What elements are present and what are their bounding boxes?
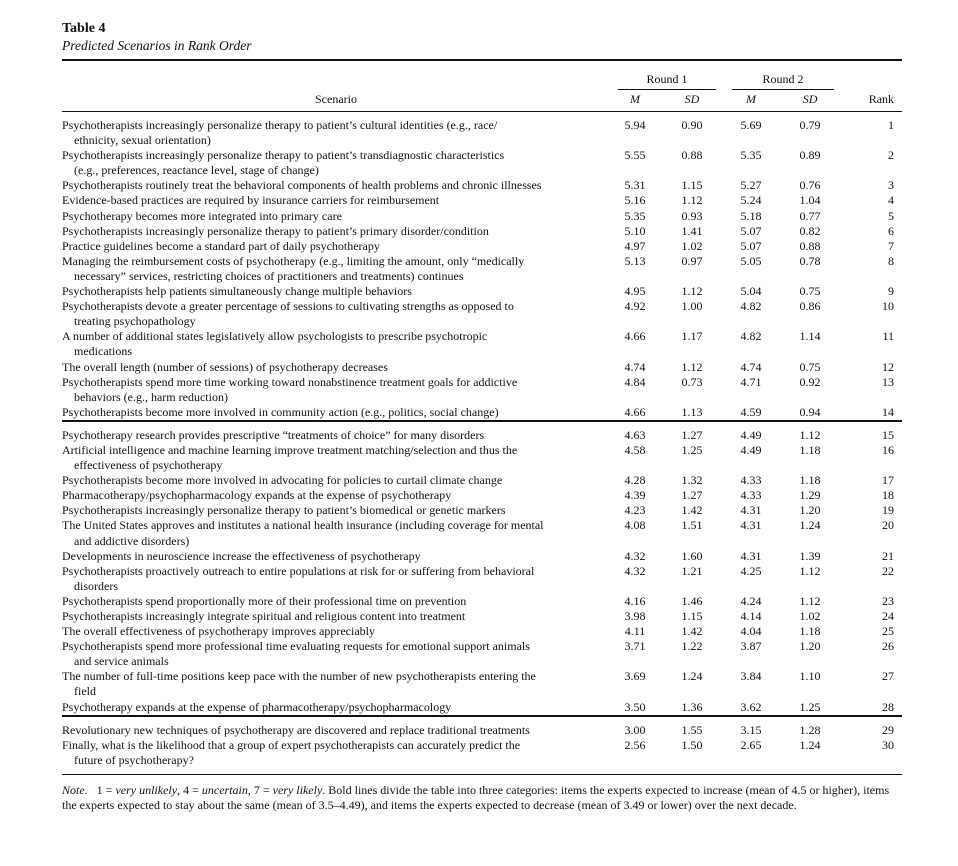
rank-cell: 22	[882, 563, 895, 578]
round1-mean-cell: 4.32	[624, 563, 646, 578]
table-row	[62, 112, 902, 149]
table-row	[62, 564, 902, 594]
scenario-cell	[62, 518, 610, 548]
round2-sd-cell: 0.86	[799, 299, 821, 314]
round1-mean-cell: 4.11	[624, 624, 646, 639]
scenario-text: Artificial intelligence and machine learning improve treatment matching/selection and thus the	[62, 442, 518, 457]
scenario-cell	[62, 178, 610, 193]
rank-cell: 5	[888, 208, 895, 223]
scenario-text: Practice guidelines become a standard part of daily psychotherapy	[62, 238, 380, 253]
scenario-cell	[62, 299, 610, 329]
round2-sd-cell: 0.75	[799, 359, 821, 374]
round1-sd-cell: 1.42	[681, 503, 703, 518]
scenario-text: Psychotherapy expands at the expense of pharmacotherapy/psychopharmacology	[62, 699, 452, 714]
round1-mean-cell: 4.39	[624, 488, 646, 503]
scenario-cell	[62, 405, 610, 421]
scenario-text: Developments in neuroscience increase the effectiveness of psychotherapy	[62, 548, 421, 563]
round1-sd-cell: 0.73	[681, 374, 703, 389]
round2-mean-cell: 4.59	[740, 404, 762, 419]
round2-mean-cell: 4.49	[740, 442, 762, 457]
table-row	[62, 594, 902, 609]
rank-cell: 25	[882, 624, 895, 639]
round1-mean-cell: 4.92	[624, 299, 646, 314]
round1-mean-cell: 5.31	[624, 178, 646, 193]
rank-cell: 26	[882, 639, 895, 654]
round1-sd-cell: 1.17	[681, 329, 703, 344]
round2-sd-cell: 1.18	[799, 442, 821, 457]
round1-mean-cell: 3.71	[624, 639, 646, 654]
scenario-cell	[62, 564, 610, 594]
scenario-text-continued: behaviors (e.g., harm reduction)	[74, 389, 228, 404]
scenario-cell	[62, 669, 610, 699]
round1-mean-cell: 5.13	[624, 253, 646, 268]
round1-mean-cell: 3.69	[624, 669, 646, 684]
scenario-cell	[62, 639, 610, 669]
round2-sd-cell: 0.76	[799, 178, 821, 193]
table-row	[62, 609, 902, 624]
rank-cell: 29	[842, 716, 902, 738]
table-body	[62, 112, 902, 768]
table-row	[62, 193, 902, 208]
round1-sd-cell: 1.24	[681, 669, 703, 684]
scenario-cell	[62, 224, 610, 239]
round2-sd-cell: 1.12	[799, 593, 821, 608]
rank-cell: 19	[882, 503, 895, 518]
table-row	[62, 549, 902, 564]
round1-sd-cell: 1.42	[681, 624, 703, 639]
round2-sd-header: SD	[778, 90, 842, 112]
table-row	[62, 503, 902, 518]
table-row	[62, 224, 902, 239]
scenario-cell	[62, 193, 610, 208]
table-title: Predicted Scenarios in Rank Order	[62, 38, 252, 53]
round2-mean-cell: 4.31	[740, 503, 762, 518]
table-row	[62, 716, 902, 738]
round2-mean-cell: 4.74	[740, 359, 762, 374]
round2-sd-cell: 1.24	[799, 518, 821, 533]
round1-mean-cell: 5.16	[624, 193, 646, 208]
scenario-text: The number of full-time positions keep pace with the number of new psychotherapists entering the	[62, 669, 536, 684]
scenario-text-continued: (e.g., preferences, reactance level, stage of change)	[74, 163, 319, 178]
round2-mean-cell: 4.24	[740, 593, 762, 608]
scenario-text: Finally, what is the likelihood that a group of expert psychotherapists can accurately predict the	[62, 737, 521, 752]
rank-cell: 15	[842, 421, 902, 443]
rank-cell: 20	[882, 518, 895, 533]
table-row	[62, 209, 902, 224]
scenario-text: Psychotherapists spend more professional time evaluating requests for emotional support animals	[62, 639, 530, 654]
scenario-text: Psychotherapy becomes more integrated into primary care	[62, 208, 342, 223]
round1-mean-cell: 4.66	[624, 329, 646, 344]
rank-cell: 30	[882, 737, 895, 752]
round2-mean-cell: 5.04	[740, 284, 762, 299]
round1-mean-cell: 4.97	[624, 238, 646, 253]
round2-mean-cell: 4.71	[740, 374, 762, 389]
scenario-cell	[62, 738, 610, 768]
table-row	[62, 421, 902, 443]
scenario-cell	[62, 473, 610, 488]
round2-sd-cell: 1.12	[778, 421, 842, 443]
round1-sd-cell: 1.13	[681, 404, 703, 419]
table-row	[62, 148, 902, 178]
rank-column-header: Rank	[842, 90, 902, 112]
scenario-text: Psychotherapists routinely treat the behavioral components of health problems and chronic illnesses	[62, 178, 542, 193]
rank-cell: 21	[882, 548, 895, 563]
round2-mean-cell: 4.33	[740, 488, 762, 503]
table-row	[62, 360, 902, 375]
round1-mean-cell: 5.35	[624, 208, 646, 223]
rank-cell: 28	[882, 699, 895, 714]
scenario-cell	[62, 209, 610, 224]
scenario-text: Psychotherapists become more involved in advocating for policies to curtail climate change	[62, 473, 503, 488]
round2-sd-cell: 1.24	[799, 737, 821, 752]
round2-header: Round 2	[724, 60, 842, 90]
round2-mean-cell: 3.62	[740, 699, 762, 714]
note-label: Note.	[62, 782, 88, 797]
round2-mean-cell: 4.14	[740, 609, 762, 623]
table-row	[62, 669, 902, 699]
table-row	[62, 178, 902, 193]
scenario-cell	[62, 716, 610, 738]
round2-mean-cell: 4.31	[740, 518, 762, 533]
round2-sd-cell: 1.20	[799, 639, 821, 654]
round1-sd-cell: 1.22	[681, 639, 703, 654]
table-row	[62, 329, 902, 359]
round1-sd-cell: 1.46	[681, 593, 703, 608]
round2-sd-cell: 1.29	[799, 488, 821, 503]
round2-sd-cell: 0.92	[799, 374, 821, 389]
round2-mean-cell: 4.82	[740, 329, 762, 344]
round2-mean-cell: 5.18	[740, 208, 762, 223]
rank-cell: 13	[882, 374, 895, 389]
round2-mean-cell: 5.35	[740, 148, 762, 163]
scenario-cell	[62, 112, 610, 149]
round2-sd-cell: 1.18	[799, 473, 821, 488]
rank-cell: 6	[888, 223, 895, 238]
rank-cell: 10	[882, 299, 895, 314]
rank-cell: 16	[882, 442, 895, 457]
round1-mean-cell: 4.28	[624, 473, 646, 488]
round1-sd-header: SD	[660, 90, 724, 112]
round1-sd-cell: 1.32	[681, 473, 703, 488]
scenario-table	[62, 59, 902, 768]
scenario-text: Pharmacotherapy/psychopharmacology expands at the expense of psychotherapy	[62, 488, 452, 503]
scenario-text: Psychotherapists increasingly personalize therapy to patient’s biomedical or genetic markers	[62, 503, 506, 518]
scenario-text: Psychotherapists increasingly personalize therapy to patient’s primary disorder/condition	[62, 223, 489, 238]
rank-cell: 18	[882, 488, 895, 503]
scenario-cell	[62, 503, 610, 518]
round2-mean-cell: 4.31	[740, 548, 762, 563]
scenario-text-continued: treating psychopathology	[74, 314, 196, 329]
scenario-text: Evidence-based practices are required by insurance carriers for reimbursement	[62, 193, 440, 208]
scenario-cell	[62, 254, 610, 284]
round1-sd-cell: 1.02	[681, 238, 703, 253]
scenario-cell	[62, 609, 610, 624]
scenario-text: Psychotherapists increasingly personalize therapy to patient’s cultural identities (e.g., race/	[62, 118, 498, 132]
scenario-cell	[62, 443, 610, 473]
round2-sd-cell: 1.20	[799, 503, 821, 518]
scenario-text: The overall length (number of sessions) of psychotherapy decreases	[62, 359, 388, 374]
round2-sd-cell: 1.39	[799, 548, 821, 563]
round1-sd-cell: 1.12	[681, 193, 703, 208]
round2-mean-cell: 4.82	[740, 299, 762, 314]
round2-mean-cell: 2.65	[740, 737, 762, 752]
scenario-text-continued: ethnicity, sexual orientation)	[74, 133, 211, 148]
scenario-text: Psychotherapy research provides prescriptive “treatments of choice” for many disorders	[62, 427, 485, 442]
table-row	[62, 254, 902, 284]
rank-cell: 9	[888, 284, 895, 299]
round2-mean-cell: 5.07	[740, 238, 762, 253]
round1-mean-cell: 3.50	[624, 699, 646, 714]
round1-mean-cell: 3.98	[624, 609, 646, 623]
round2-mean-cell: 4.49	[724, 421, 778, 443]
round2-mean-cell: 5.24	[740, 193, 762, 208]
scenario-text-continued: effectiveness of psychotherapy	[74, 458, 223, 473]
round2-sd-cell: 1.12	[799, 563, 821, 578]
table-row	[62, 299, 902, 329]
scenario-cell	[62, 700, 610, 716]
round1-sd-cell: 0.88	[681, 148, 703, 163]
round1-sd-cell: 1.60	[681, 548, 703, 563]
scenario-text: Psychotherapists increasingly integrate spiritual and religious content into treatment	[62, 609, 466, 623]
scenario-text-continued: necessary” services, restricting choices of practitioners and treatments) continues	[74, 268, 464, 283]
table-row	[62, 443, 902, 473]
rank-cell: 14	[882, 404, 895, 419]
scenario-text-continued: disorders	[74, 578, 118, 593]
round1-sd-cell: 0.93	[681, 208, 703, 223]
scenario-text: Psychotherapists spend proportionally more of their professional time on prevention	[62, 593, 467, 608]
round1-mean-cell: 4.84	[624, 374, 646, 389]
round2-sd-cell: 1.25	[799, 699, 821, 714]
scenario-text: A number of additional states legislatively allow psychologists to prescribe psychotropic	[62, 329, 488, 344]
scenario-text-continued: field	[74, 684, 96, 699]
round2-mean-cell: 4.33	[740, 473, 762, 488]
round2-sd-cell: 0.89	[799, 148, 821, 163]
round1-mean-cell: 5.55	[624, 148, 646, 163]
rank-cell: 7	[888, 238, 895, 253]
table-row	[62, 239, 902, 254]
round1-mean-cell: 4.16	[624, 593, 646, 608]
scenario-text: Psychotherapists devote a greater percentage of sessions to cultivating strengths as opposed to	[62, 299, 514, 314]
rank-cell: 3	[888, 178, 895, 193]
table-row	[62, 700, 902, 716]
scenario-cell	[62, 148, 610, 178]
scenario-text: Psychotherapists help patients simultaneously change multiple behaviors	[62, 284, 412, 299]
round2-mean-cell: 5.69	[740, 118, 762, 132]
scenario-cell	[62, 594, 610, 609]
round1-sd-cell: 1.12	[681, 359, 703, 374]
round1-sd-cell: 1.21	[681, 563, 703, 578]
scenario-cell	[62, 375, 610, 405]
scenario-text-continued: and addictive disorders)	[74, 533, 190, 548]
round2-sd-cell: 1.04	[799, 193, 821, 208]
round2-sd-cell: 0.82	[799, 223, 821, 238]
round1-sd-cell: 0.97	[681, 253, 703, 268]
rank-cell: 24	[882, 609, 895, 623]
scenario-text: Revolutionary new techniques of psychotherapy are discovered and replace traditional treatments	[62, 722, 530, 737]
scenario-cell	[62, 624, 610, 639]
round2-mean-cell: 4.25	[740, 563, 762, 578]
table-row	[62, 284, 902, 299]
round1-m-header: M	[610, 90, 660, 112]
round1-sd-cell: 0.90	[681, 118, 703, 132]
scenario-cell	[62, 549, 610, 564]
scenario-text: Psychotherapists become more involved in community action (e.g., politics, social change)	[62, 404, 499, 419]
table-row	[62, 488, 902, 503]
round1-sd-cell: 1.27	[660, 421, 724, 443]
round1-sd-cell: 1.15	[681, 178, 703, 193]
round2-sd-cell: 1.14	[799, 329, 821, 344]
round2-sd-cell: 0.79	[799, 118, 821, 132]
scenario-text: The overall effectiveness of psychotherapy improves appreciably	[62, 624, 375, 639]
scenario-text-continued: future of psychotherapy?	[74, 752, 194, 767]
table-note: Note. 1 = very unlikely, 4 = uncertain, 7 = very likely. Bold lines divide the table into three categories: items the experts expected to increase (mean of 4.5 or higher), items the experts expected to stay about the same (mean of 3.5–4.49), and items the experts expected to decrease (mean of 3.49 or lower) over the next decade.	[62, 782, 890, 812]
rank-cell: 12	[882, 359, 895, 374]
round1-sd-cell: 1.41	[681, 223, 703, 238]
round1-mean-cell: 4.58	[624, 442, 646, 457]
round1-mean-cell: 5.10	[624, 223, 646, 238]
round2-mean-cell: 5.07	[740, 223, 762, 238]
scenario-text: Psychotherapists increasingly personalize therapy to patient’s transdiagnostic characteristics	[62, 148, 505, 163]
rank-cell: 27	[882, 669, 895, 684]
scenario-text-continued: medications	[74, 344, 132, 359]
scenario-cell	[62, 488, 610, 503]
round1-mean-cell: 2.56	[624, 737, 646, 752]
round2-sd-cell: 0.75	[799, 284, 821, 299]
rank-cell: 1	[888, 118, 895, 132]
rank-cell: 4	[888, 193, 895, 208]
scenario-cell	[62, 360, 610, 375]
table-row	[62, 738, 902, 768]
rank-cell: 11	[882, 329, 895, 344]
round2-mean-cell: 5.27	[740, 178, 762, 193]
table-row	[62, 624, 902, 639]
round2-sd-cell: 0.77	[799, 208, 821, 223]
round1-mean-cell: 4.74	[624, 359, 646, 374]
round2-mean-cell: 3.15	[724, 716, 778, 738]
round2-sd-cell: 1.18	[799, 624, 821, 639]
round1-mean-cell: 4.95	[624, 284, 646, 299]
table-row	[62, 405, 902, 421]
round1-mean-cell: 3.00	[610, 716, 660, 738]
round1-mean-cell: 4.32	[624, 548, 646, 563]
scenario-cell	[62, 329, 610, 359]
round2-mean-cell: 5.05	[740, 253, 762, 268]
round2-sd-cell: 0.94	[799, 404, 821, 419]
table-container	[62, 20, 902, 813]
scenario-text: Managing the reimbursement costs of psychotherapy (e.g., limiting the amount, only “medically	[62, 253, 525, 268]
round2-sd-cell: 1.10	[799, 669, 821, 684]
round1-sd-cell: 1.55	[660, 716, 724, 738]
table-row	[62, 518, 902, 548]
scenario-cell	[62, 239, 610, 254]
round1-sd-cell: 1.12	[681, 284, 703, 299]
scenario-cell	[62, 284, 610, 299]
rank-cell: 2	[888, 148, 895, 163]
table-row	[62, 639, 902, 669]
round2-mean-cell: 4.04	[740, 624, 762, 639]
table-row	[62, 473, 902, 488]
round1-sd-cell: 1.15	[681, 609, 703, 623]
round1-mean-cell: 4.66	[624, 404, 646, 419]
scenario-text: The United States approves and institutes a national health insurance (including coverage for mental	[62, 518, 544, 533]
rank-cell: 8	[888, 253, 895, 268]
round1-sd-cell: 1.50	[681, 737, 703, 752]
table-bottom-rule	[62, 774, 902, 775]
round1-sd-cell: 1.51	[681, 518, 703, 533]
round1-sd-cell: 1.27	[681, 488, 703, 503]
round2-sd-cell: 1.02	[799, 609, 821, 623]
table-number: Table 4	[62, 21, 106, 36]
scenario-text-continued: and service animals	[74, 654, 169, 669]
round2-sd-cell: 1.28	[778, 716, 842, 738]
round1-header: Round 1	[610, 60, 724, 90]
scenario-text: Psychotherapists proactively outreach to entire populations at risk for or suffering from behavioral	[62, 563, 535, 578]
round1-mean-cell: 4.23	[624, 503, 646, 518]
table-row	[62, 375, 902, 405]
round1-sd-cell: 1.25	[681, 442, 703, 457]
round2-sd-cell: 0.78	[799, 253, 821, 268]
round1-sd-cell: 1.36	[681, 699, 703, 714]
round1-mean-cell: 5.94	[624, 118, 646, 132]
rank-cell: 17	[882, 473, 895, 488]
round2-mean-cell: 3.87	[740, 639, 762, 654]
scenario-cell	[62, 421, 610, 443]
round1-mean-cell: 4.08	[624, 518, 646, 533]
scenario-column-header: Scenario	[62, 90, 610, 112]
round2-mean-cell: 3.84	[740, 669, 762, 684]
round1-mean-cell: 4.63	[610, 421, 660, 443]
scenario-text: Psychotherapists spend more time working toward nonabstinence treatment goals for addictive	[62, 374, 518, 389]
round2-sd-cell: 0.88	[799, 238, 821, 253]
round2-m-header: M	[724, 90, 778, 112]
round1-sd-cell: 1.00	[681, 299, 703, 314]
rank-cell: 23	[882, 593, 895, 608]
